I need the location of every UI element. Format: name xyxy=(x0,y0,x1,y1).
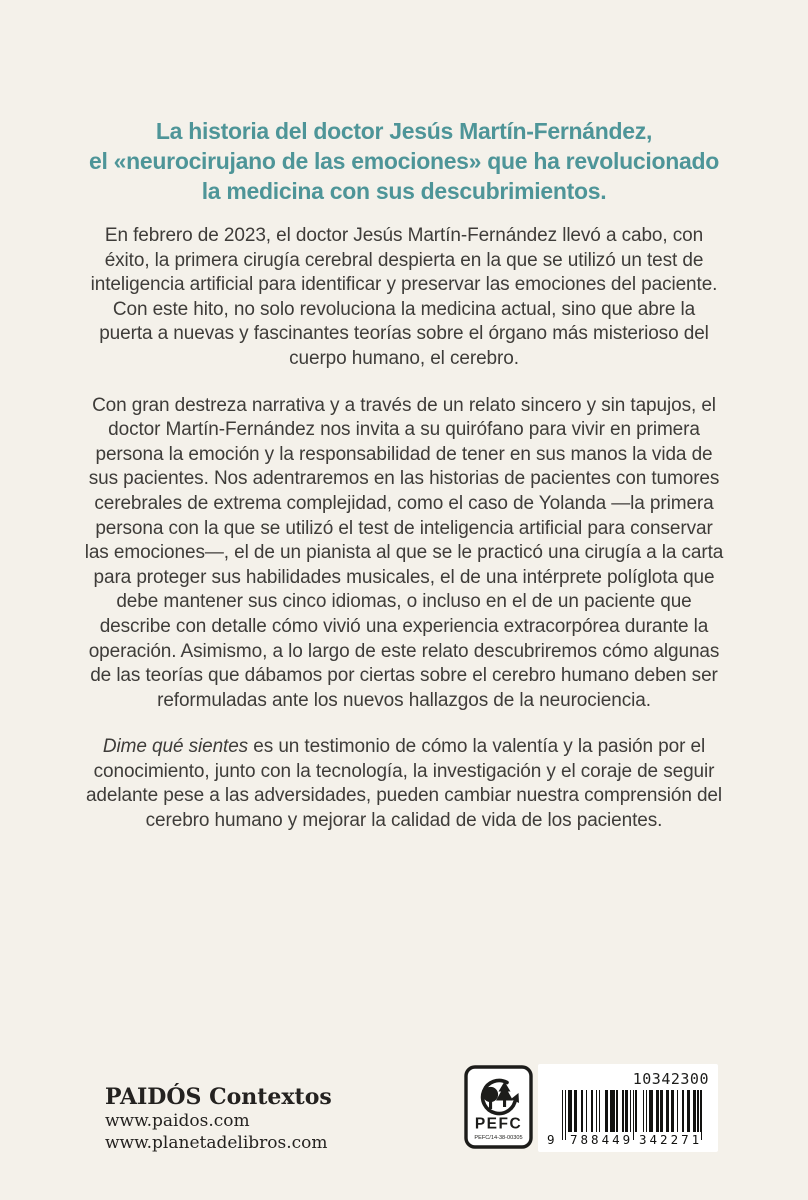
pefc-certification-logo xyxy=(464,1065,533,1149)
barcode-top-number: 10342300 xyxy=(632,1070,709,1088)
publisher-block xyxy=(105,1084,332,1154)
isbn-digits xyxy=(538,1130,718,1148)
book-title-italic: Dime qué sientes xyxy=(102,736,249,758)
isbn-lead-digit: 9 xyxy=(547,1132,555,1147)
pefc-code: PEFC/14-38-00305 xyxy=(474,1135,523,1141)
publisher-imprint: PAIDÓS Contextos xyxy=(105,1084,332,1110)
barcode-panel xyxy=(538,1064,718,1152)
pefc-label: PEFC xyxy=(474,1115,523,1133)
synopsis-paragraph-3-rest: es un testimonio de cómo la valentía y la pasión por el conocimiento, junto con la tecnología, la investigación y el coraje de seguir adelante pese a las adversidades, pueden cambiar nuestra comprensión del cerebro humano y mejorar la calidad de vida de los pacientes. xyxy=(85,736,723,832)
publisher-url-planetadelibros: www.planetadelibros.com xyxy=(105,1133,328,1153)
synopsis-paragraph-3 xyxy=(84,735,724,833)
synopsis-paragraph-2: Con gran destreza narrativa y a través de un relato sincero y sin tapujos, el doctor Martín-Fernández nos invita a su quirófano para vivir en primera persona la emoción y la responsabilidad de tener en sus manos la vida de sus pacientes. Nos adentraremos en las historias de pacientes con tumores cerebrales de extrema complejidad, como el caso de Yolanda —la primera persona con la que se utilizó el test de inteligencia artificial para conservar las emociones—, el de un pianista al que se le practicó una cirugía a la carta para proteger sus habilidades musicales, el de una intérprete políglota que debe mantener sus cinco idiomas, o incluso en el de un paciente que describe con detalle cómo vivió una experiencia extracorpórea durante la operación. Asimismo, a lo largo de este relato descubriremos cómo algunas de las teorías que dábamos por ciertas sobre el cerebro humano deben ser reformuladas ante los nuevos hallazgos de la neurociencia. xyxy=(84,394,724,711)
synopsis xyxy=(84,224,724,856)
pefc-broadleaf-tree-icon xyxy=(483,1087,498,1102)
synopsis-paragraph-1: En febrero de 2023, el doctor Jesús Martín-Fernández llevó a cabo, con éxito, la primera cirugía cerebral despierta en la que se utilizó un test de inteligencia artificial para identificar y preservar las emociones del paciente. Con este hito, no solo revoluciona la medicina actual, sino que abre la puerta a nuevas y fascinantes teorías sobre el órgano más misterioso del cuerpo humano, el cerebro. xyxy=(90,225,718,369)
isbn-group-1: 788449 xyxy=(570,1132,634,1147)
publisher-url-paidos: www.paidos.com xyxy=(105,1111,250,1131)
headline: La historia del doctor Jesús Martín-Fernández, el «neurocirujano de las emociones» que ha revolucionado la medicina con sus descubrimientos. xyxy=(89,118,719,204)
isbn-group-2: 342271 xyxy=(639,1132,703,1147)
